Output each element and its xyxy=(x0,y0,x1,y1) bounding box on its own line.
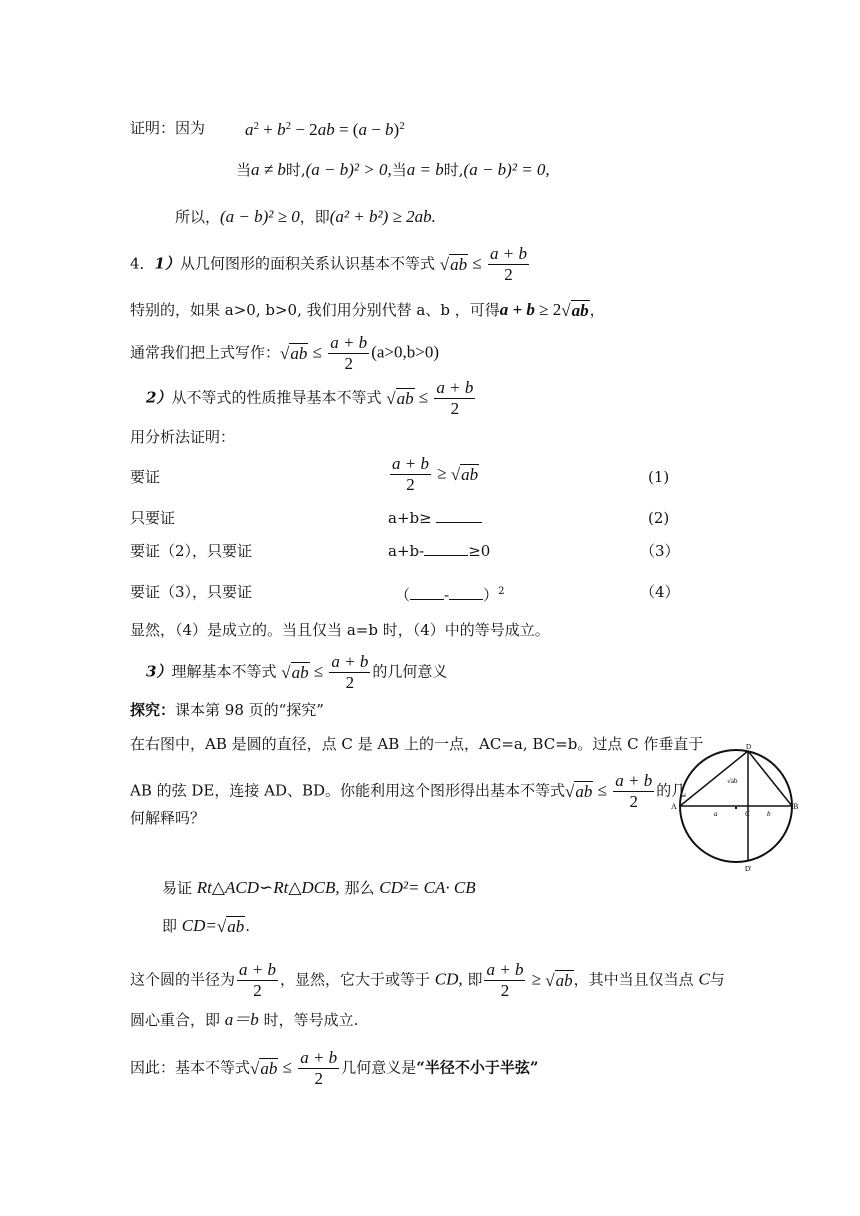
step2-expr: a+b≥ xyxy=(388,508,482,528)
label-sqrt-ab: √ab xyxy=(727,777,738,785)
therefore-line: 所以，(a − b)² ≥ 0，即(a² + b²) ≥ 2ab. xyxy=(175,207,436,226)
center-dot xyxy=(735,807,737,809)
label-D-prime: D' xyxy=(745,865,752,873)
label-a: a xyxy=(714,810,718,818)
step1-label: 要证 xyxy=(130,468,161,486)
cd-line: 即 CD=√ab. xyxy=(162,916,251,936)
step3-num: （3） xyxy=(640,542,680,560)
explore-p3: 何解释吗？ xyxy=(130,809,206,827)
step3-label: 要证（2），只要证 xyxy=(130,542,253,560)
similar-triangles-line: 易证 Rt△ACD∽Rt△DCB, 那么 CD²= CA· CB xyxy=(162,878,476,897)
explore-p1: 在右图中，AB 是圆的直径，点 C 是 AB 上的一点，AC=a, BC=b。过点 C 作垂直于 xyxy=(130,735,704,753)
analysis-label: 用分析法证明： xyxy=(130,428,236,446)
usual-line: 通常我们把上式写作：√ab ≤ $\frac{a + b}{2}$ (a>0,b>0) xyxy=(130,333,439,373)
step4-expr: （ - ）$^2$ xyxy=(395,586,505,604)
segment-ad xyxy=(680,751,748,806)
explore-p2: AB 的弦 DE，连接 AD、BD。你能利用这个图形得出基本不等式√ab ≤ $\frac{a + b}{2}$ 的几 xyxy=(130,771,687,811)
radius-line-2: 圆心重合，即 a＝b 时，等号成立. xyxy=(130,1010,359,1029)
section4-sub3: 3）理解基本不等式 √ab ≤ $\frac{a + b}{2}$ 的几何意义 xyxy=(146,652,448,692)
label-B: B xyxy=(793,802,799,811)
explore-line: 探究：课本第 98 页的“探究” xyxy=(130,701,324,719)
step4-label: 要证（3），只要证 xyxy=(130,583,253,601)
step1-expr: $\frac{a + b}{2}$ ≥ √ab xyxy=(392,454,479,494)
conclusion: 显然，（4）是成立的。当且仅当 a=b 时，（4）中的等号成立。 xyxy=(130,621,550,639)
radius-line: 这个圆的半径为 $\frac{a + b}{2}$ ，显然，它大于或等于 CD, 即 $\frac{a + b}{2}$ ≥ √ab，其中当且仅当点 C与 xyxy=(130,960,725,1000)
step3-expr: a+b- ≥0 xyxy=(388,542,491,560)
section4-sub2: 2）从不等式的性质推导基本不等式 √ab ≤ $\frac{a + b}{2}$ xyxy=(146,378,474,418)
section4-heading: 4．1）从几何图形的面积关系认识基本不等式 √ab ≤ $\frac{a + b}{2}$ xyxy=(130,244,527,284)
case-line: 当a ≠ b时,(a − b)² > 0,当a = b时,(a − b)² = 0, xyxy=(236,160,550,179)
label-b: b xyxy=(767,810,771,818)
identity-formula: $a^2 + b^2 - 2ab = (a - b)^2$ xyxy=(245,120,405,139)
proof-label: 证明：因为 xyxy=(130,119,206,137)
step2-label: 只要证 xyxy=(130,509,176,527)
step2-num: (2) xyxy=(648,509,670,527)
circle-figure xyxy=(668,740,800,874)
final-line: 因此：基本不等式√ab ≤ $\frac{a + b}{2}$ 几何意义是“半径不小于半弦” xyxy=(130,1048,539,1088)
label-D: D xyxy=(746,743,752,751)
special-line: 特别的，如果 a>0, b>0, 我们用分别代替 a、b ，可得a + b ≥ 2√ab， xyxy=(130,300,605,320)
label-C: C xyxy=(745,810,750,818)
step1-num: (1) xyxy=(648,468,670,486)
step4-num: （4） xyxy=(640,583,680,601)
label-A: A xyxy=(671,802,677,811)
